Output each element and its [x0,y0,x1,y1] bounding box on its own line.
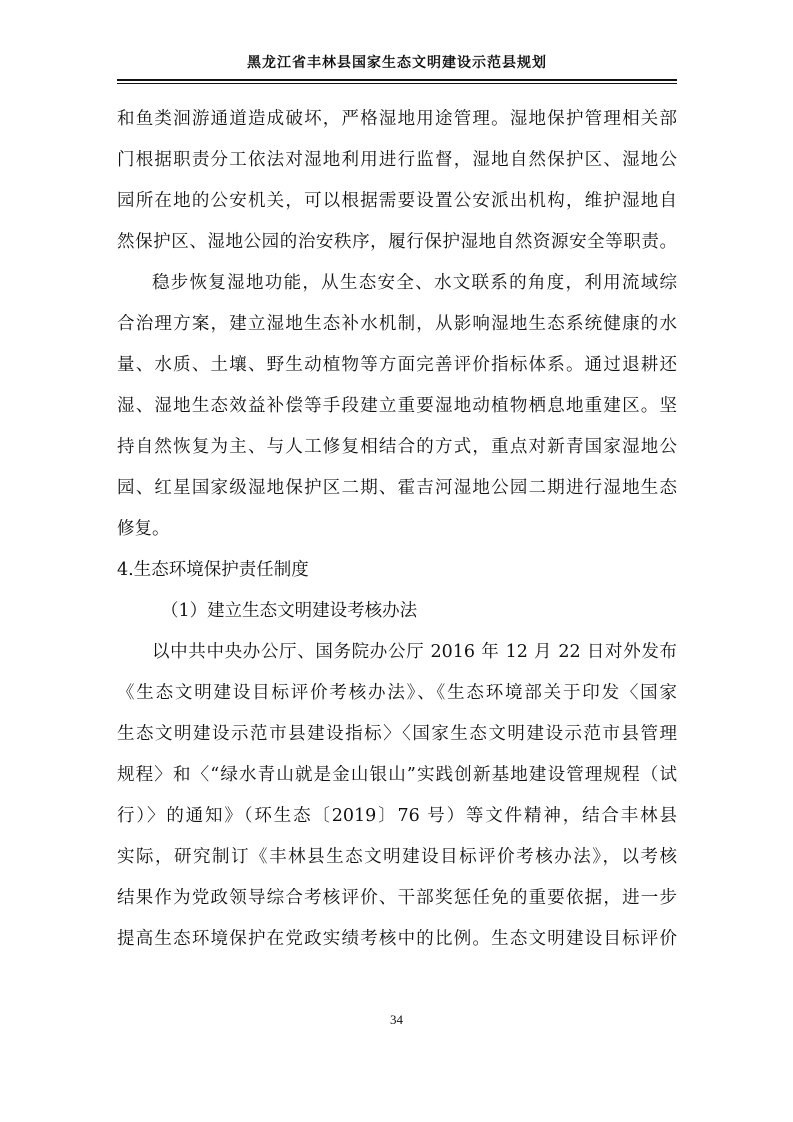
page-header-title: 黑龙江省丰林县国家生态文明建设示范县规划 [247,55,547,71]
header-rule-thick [117,79,677,81]
subsection-heading: （1）建立生态文明建设考核办法 [161,601,418,621]
text-line: 和鱼类洄游通道造成破坏，严格湿地用途管理。湿地保护管理相关部 [117,109,677,129]
text-line: 《生态文明建设目标评价考核办法》、《生态环境部关于印发〈国家 [117,683,677,703]
text-line: 量、水质、土壤、野生动植物等方面完善评价指标体系。通过退耕还 [117,355,677,375]
text-line: 生态文明建设示范市县建设指标〉〈国家生态文明建设示范市县管理 [117,724,677,744]
page-number: 34 [390,1012,403,1027]
text-line: 园、红星国家级湿地保护区二期、霍吉河湿地公园二期进行湿地生态 [117,478,677,498]
text-line: 然保护区、湿地公园的治安秩序，履行保护湿地自然资源安全等职责。 [117,232,677,252]
paragraph-last-line: 修复。 [117,519,170,539]
text-line: 行）〉的通知》（环生态〔2019〕76 号）等文件精神，结合丰林县 [117,806,677,826]
header-rule-thin [117,83,677,84]
text-line: 持自然恢复为主、与人工修复相结合的方式，重点对新青国家湿地公 [117,437,677,457]
text-line: 合治理方案，建立湿地生态补水机制，从影响湿地生态系统健康的水 [117,314,677,334]
section-heading: 4.生态环境保护责任制度 [117,560,309,580]
paragraph-first-line: 以中共中央办公厅、国务院办公厅 2016 年 12 月 22 日对外发布 [152,642,677,662]
text-line: 提高生态环境保护在党政实绩考核中的比例。生态文明建设目标评价 [117,929,677,949]
text-line: 规程〉和〈“绿水青山就是金山银山”实践创新基地建设管理规程（试 [117,765,677,785]
text-line: 门根据职责分工依法对湿地利用进行监督，湿地自然保护区、湿地公 [117,150,677,170]
text-line: 实际，研究制订《丰林县生态文明建设目标评价考核办法》，以考核 [117,847,677,867]
body-text [117,99,677,960]
text-line: 园所在地的公安机关，可以根据需要设置公安派出机构，维护湿地自 [117,191,677,211]
text-line: 结果作为党政领导综合考核评价、干部奖惩任免的重要依据，进一步 [117,888,677,908]
paragraph-first-line: 稳步恢复湿地功能，从生态安全、水文联系的角度，利用流域综 [152,273,677,293]
text-line: 湿、湿地生态效益补偿等手段建立重要湿地动植物栖息地重建区。坚 [117,396,677,416]
